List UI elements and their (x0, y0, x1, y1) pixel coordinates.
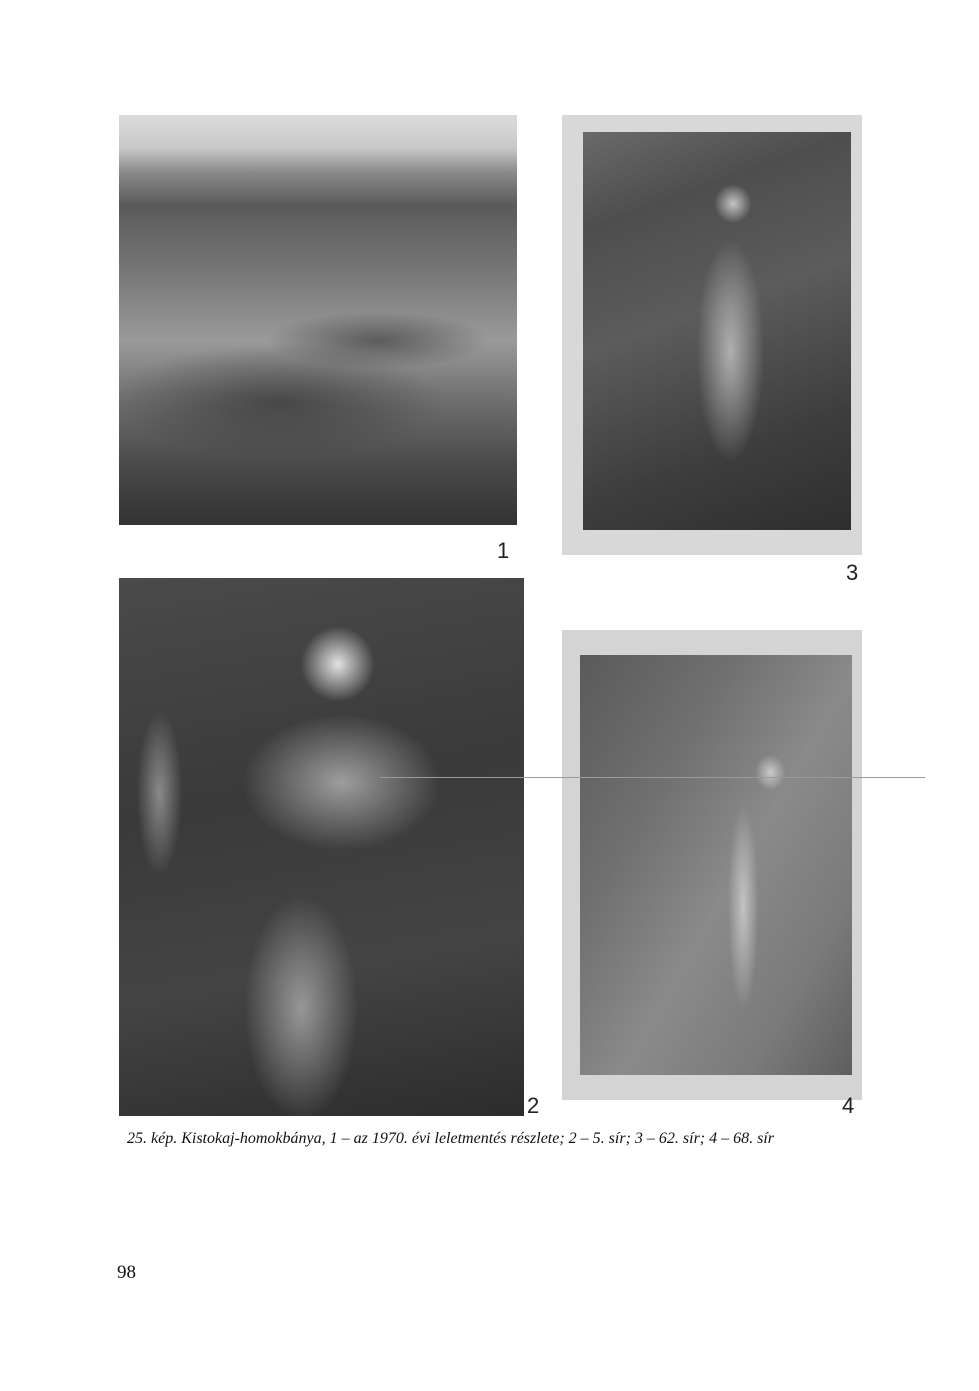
plate-number-2: 2 (527, 1093, 540, 1118)
photo-grave-62-skeleton (583, 132, 851, 530)
photo-excavation-site (119, 115, 517, 525)
page-number: 98 (117, 1262, 136, 1283)
plate-number-3: 3 (846, 560, 859, 585)
plate-number-1: 1 (497, 538, 510, 563)
plate-number-4: 4 (842, 1093, 855, 1118)
crop-line (380, 777, 925, 778)
photo-grave-68-skeleton (580, 655, 852, 1075)
figure-caption: 25. kép. Kistokaj-homokbánya, 1 – az 1970. évi leletmentés részlete; 2 – 5. sír; 3 – 62. sír; 4 – 68. sír (127, 1130, 775, 1147)
photo-grave-5-skeleton (119, 578, 524, 1116)
